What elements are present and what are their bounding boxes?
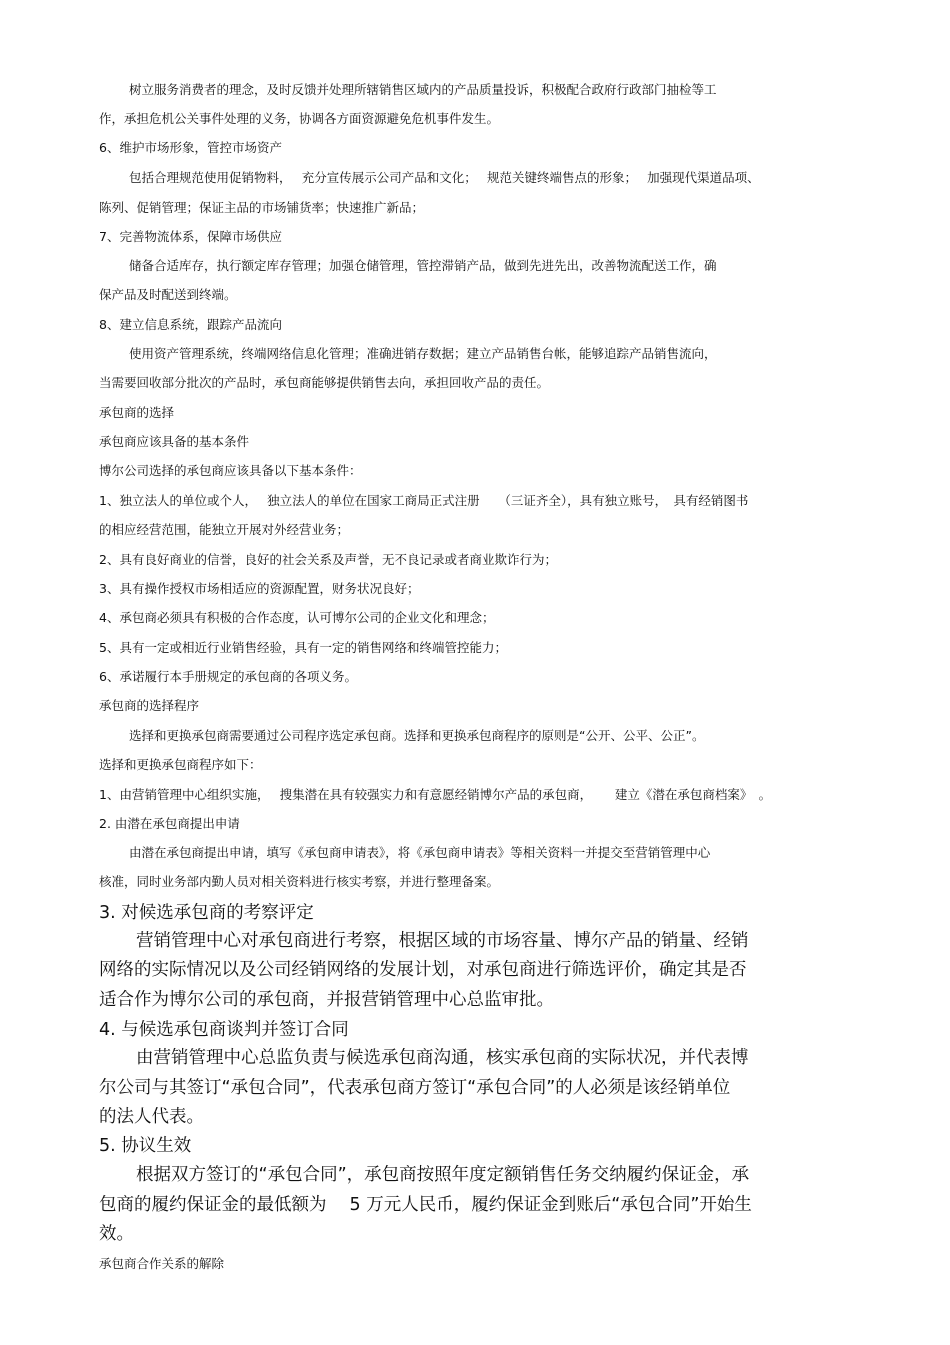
section-heading: 承包商的选择 [99,405,175,420]
section-heading: 承包商合作关系的解除 [99,1256,225,1271]
section-heading: 2. 由潜在承包商提出申请 [99,816,240,831]
section-heading: 6、维护市场形象，管控市场资产 [99,140,282,155]
paragraph: 陈列、促销管理；保证主品的市场铺货率；快速推广新品； [99,200,425,215]
list-item: 6、承诺履行本手册规定的承包商的各项义务。 [99,669,357,684]
section-heading: 承包商的选择程序 [99,698,200,713]
paragraph: 博尔公司选择的承包商应该具备以下基本条件： [99,463,362,478]
paragraph: 包括合理规范使用促销物料， 充分宣传展示公司产品和文化； 规范关键终端售点的形象； 加强现代渠道品项、 [129,170,760,185]
paragraph: 由营销管理中心总监负责与候选承包商沟通，核实承包商的实际状况，并代表博 [136,1048,749,1068]
list-item: 1、独立法人的单位或个人， 独立法人的单位在国家工商局正式注册 （三证齐全），具有独立账号， 具有经销图书 [99,493,749,508]
list-item: 1、由营销管理中心组织实施， 搜集潜在具有较强实力和有意愿经销博尔产品的承包商， 建立《潜在承包商档案》 。 [99,787,772,802]
section-heading: 3. 对候选承包商的考察评定 [99,903,314,923]
list-item: 5、具有一定或相近行业销售经验，具有一定的销售网络和终端管控能力； [99,640,507,655]
section-heading: 7、完善物流体系，保障市场供应 [99,229,282,244]
paragraph: 储备合适库存，执行额定库存管理；加强仓储管理，管控滞销产品，做到先进先出，改善物流配送工作，确 [129,258,717,273]
paragraph: 的相应经营范围，能独立开展对外经营业务； [99,522,350,537]
paragraph: 根据双方签订的“承包合同”，承包商按照年度定额销售任务交纳履约保证金，承 [136,1165,750,1185]
paragraph: 当需要回收部分批次的产品时，承包商能够提供销售去向，承担回收产品的责任。 [99,375,550,390]
section-heading: 8、建立信息系统，跟踪产品流向 [99,317,282,332]
paragraph: 效。 [99,1224,134,1244]
paragraph: 选择和更换承包商需要通过公司程序选定承包商。选择和更换承包商程序的原则是“公开、公平、公正”。 [129,728,705,743]
section-heading: 5. 协议生效 [99,1136,192,1156]
paragraph: 由潜在承包商提出申请，填写《承包商申请表》，将《承包商申请表》等相关资料一并提交至营销管理中心 [129,845,711,860]
paragraph: 网络的实际情况以及公司经销网络的发展计划，对承包商进行筛选评价，确定其是否 [99,960,747,980]
list-item: 4、承包商必须具有积极的合作态度，认可博尔公司的企业文化和理念； [99,610,495,625]
paragraph: 尔公司与其签订“承包合同”，代表承包商方签订“承包合同”的人必须是该经销单位 [99,1078,731,1098]
paragraph: 包商的履约保证金的最低额为 5 万元人民币，履约保证金到账后“承包合同”开始生 [99,1195,752,1215]
paragraph: 核准，同时业务部内勤人员对相关资料进行核实考察，并进行整理备案。 [99,874,500,889]
paragraph: 适合作为博尔公司的承包商，并报营销管理中心总监审批。 [99,990,554,1010]
list-item: 3、具有操作授权市场相适应的资源配置，财务状况良好； [99,581,420,596]
paragraph: 使用资产管理系统，终端网络信息化管理；准确进销存数据；建立产品销售台帐，能够追踪产品销售流向， [129,346,717,361]
section-heading: 承包商应该具备的基本条件 [99,434,250,449]
section-heading: 4. 与候选承包商谈判并签订合同 [99,1020,349,1040]
paragraph: 保产品及时配送到终端。 [99,287,237,302]
paragraph: 树立服务消费者的理念，及时反馈并处理所辖销售区域内的产品质量投诉，积极配合政府行政部门抽检等工 [129,82,717,97]
paragraph: 的法人代表。 [99,1107,204,1127]
list-item: 2、具有良好商业的信誉，良好的社会关系及声誉，无不良记录或者商业欺诈行为； [99,552,557,567]
paragraph: 营销管理中心对承包商进行考察，根据区域的市场容量、博尔产品的销量、经销 [136,931,749,951]
paragraph: 选择和更换承包商程序如下： [99,757,262,772]
paragraph: 作，承担危机公关事件处理的义务，协调各方面资源避免危机事件发生。 [99,111,500,126]
